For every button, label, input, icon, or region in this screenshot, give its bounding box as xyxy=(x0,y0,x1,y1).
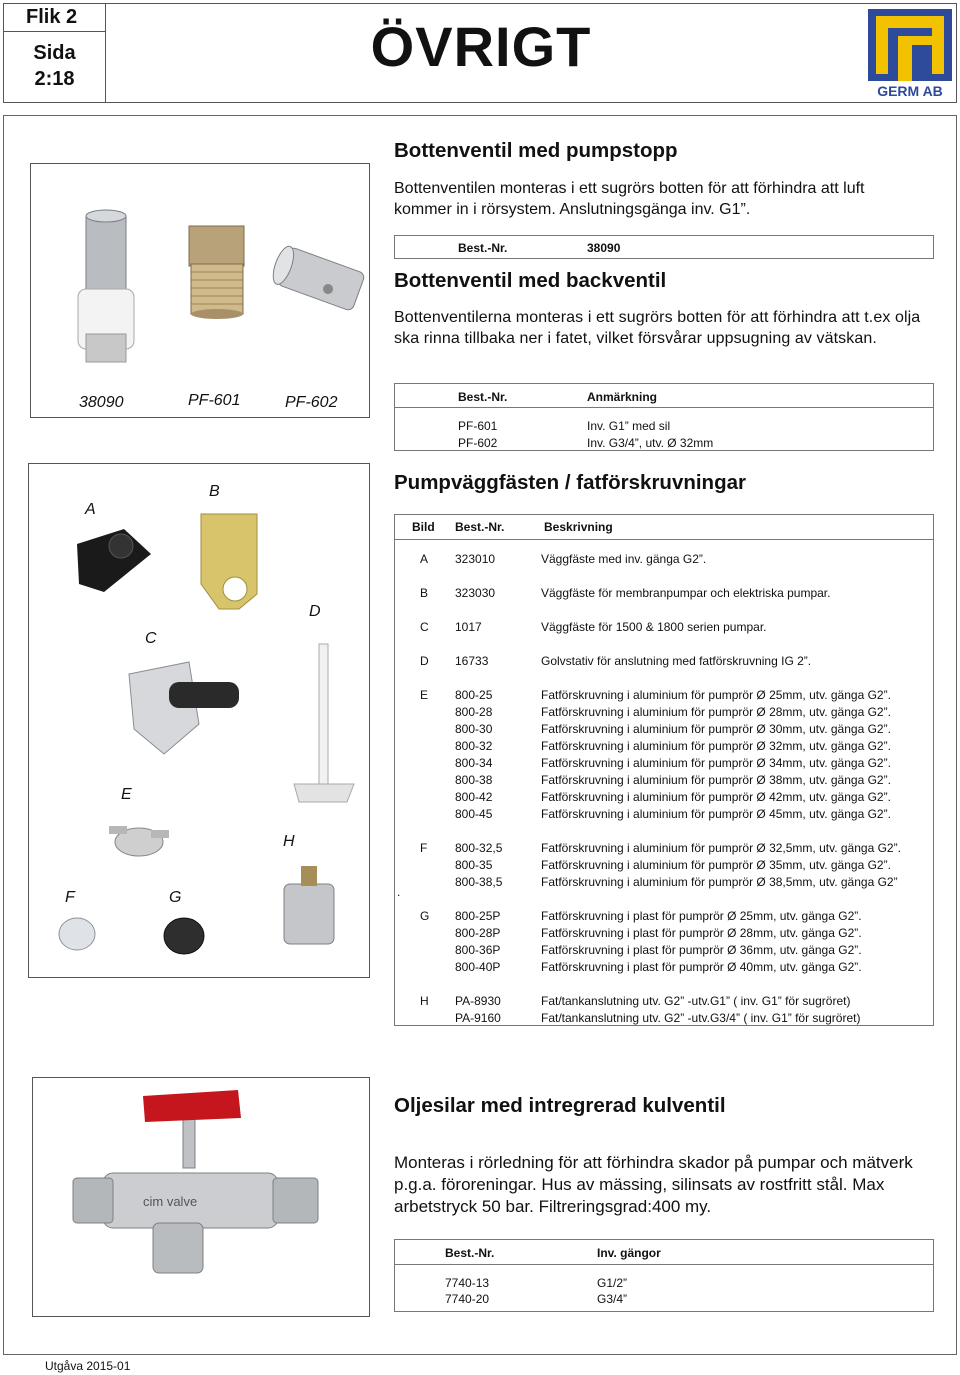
section4-header-gangor: Inv. gängor xyxy=(597,1246,661,1260)
filter-valve-image-panel xyxy=(32,1077,370,1317)
row-nr: 1017 xyxy=(455,620,482,634)
section2-table xyxy=(394,383,934,451)
page-header xyxy=(3,3,957,103)
row-desc: Fatförskruvning i aluminium för pumprör Ø 45mm, utv. gänga G2”. xyxy=(541,807,891,821)
table-row: PF-601 xyxy=(458,419,498,433)
section3-header-bild: Bild xyxy=(412,520,435,534)
row-desc: Fatförskruvning i aluminium för pumprör Ø 30mm, utv. gänga G2”. xyxy=(541,722,891,736)
germ-logo xyxy=(868,9,952,99)
image-letter-f: F xyxy=(65,889,75,906)
stray-dot: . xyxy=(397,885,401,899)
row-desc: Fatförskruvning i aluminium för pumprör Ø 42mm, utv. gänga G2”. xyxy=(541,790,891,804)
row-desc: Väggfäste med inv. gänga G2”. xyxy=(541,552,707,566)
image-letter-b: B xyxy=(209,483,220,500)
row-desc: Fatförskruvning i aluminium för pumprör Ø 25mm, utv. gänga G2”. xyxy=(541,688,891,702)
row-desc: Fatförskruvning i aluminium för pumprör Ø 32mm, utv. gänga G2”. xyxy=(541,739,891,753)
section1-body: Bottenventilen monteras i ett sugrörs botten för att förhindra att luft kommer in i rörsystem. Anslutningsgänga inv. G1”. xyxy=(394,180,865,218)
row-nr: 800-45 xyxy=(455,807,493,821)
section3-header-nr: Best.-Nr. xyxy=(455,520,505,534)
row-nr: 800-36P xyxy=(455,943,501,957)
row-nr: 800-28P xyxy=(455,926,501,940)
section2-body: Bottenventilerna monteras i ett sugrörs botten för att förhindra att t.ex olja ska rinna tillbaka ner i fatet, vilket försvårar uppsugning av vätskan. xyxy=(394,309,921,347)
row-desc: Väggfäste för 1500 & 1800 serien pumpar. xyxy=(541,620,767,634)
sida-text: Sida xyxy=(33,42,76,64)
image-letter-d: D xyxy=(309,603,321,620)
row-desc: Fatförskruvning i aluminium för pumprör Ø 38mm, utv. gänga G2”. xyxy=(541,773,891,787)
row-bild: H xyxy=(420,994,429,1008)
row-desc: Fat/tankanslutning utv. G2” -utv.G1” ( inv. G1” för sugröret) xyxy=(541,994,851,1008)
bracket-image-panel xyxy=(28,463,370,978)
row-nr: PA-9160 xyxy=(455,1011,501,1025)
row-desc: Fatförskruvning i plast för pumprör Ø 40mm, utv. gänga G2”. xyxy=(541,960,862,974)
table-row: 7740-20 xyxy=(445,1292,490,1306)
row-desc: Fatförskruvning i aluminium för pumprör Ø 28mm, utv. gänga G2”. xyxy=(541,705,891,719)
row-desc: Fatförskruvning i aluminium för pumprör Ø 34mm, utv. gänga G2”. xyxy=(541,756,891,770)
row-bild: B xyxy=(420,586,429,600)
section1-value: 38090 xyxy=(587,241,621,255)
image-label-pf601: PF-601 xyxy=(188,392,241,409)
row-desc: Fatförskruvning i plast för pumprör Ø 28mm, utv. gänga G2”. xyxy=(541,926,862,940)
row-nr: 800-38,5 xyxy=(455,875,503,889)
row-bild: C xyxy=(420,620,429,634)
image-label-38090: 38090 xyxy=(79,394,124,411)
row-desc: Fatförskruvning i plast för pumprör Ø 36mm, utv. gänga G2”. xyxy=(541,943,862,957)
row-nr: 800-34 xyxy=(455,756,493,770)
row-bild: G xyxy=(420,909,430,923)
page-title: ÖVRIGT xyxy=(370,15,592,78)
valve-image-panel xyxy=(30,163,370,418)
row-desc: Fatförskruvning i plast för pumprör Ø 25mm, utv. gänga G2”. xyxy=(541,909,862,923)
valve-marking: cim valve xyxy=(143,1194,198,1209)
row-bild: A xyxy=(420,552,429,566)
flik-label: Flik 2 xyxy=(4,4,105,32)
section2-header-anm: Anmärkning xyxy=(587,390,658,404)
image-letter-e: E xyxy=(121,786,132,803)
section2-title: Bottenventil med backventil xyxy=(394,269,667,292)
bracket-illustrations xyxy=(29,464,369,977)
row-desc: Golvstativ för anslutning med fatförskruvning IG 2”. xyxy=(541,654,812,668)
header-tab-cell xyxy=(4,4,106,102)
image-letter-g: G xyxy=(169,889,182,906)
table-row: 7740-13 xyxy=(445,1276,490,1290)
sida-number: 2:18 xyxy=(34,68,75,90)
row-nr: 323010 xyxy=(455,552,496,566)
section4-table xyxy=(394,1239,934,1312)
section3-table xyxy=(394,514,934,1026)
table-row: PF-602 xyxy=(458,436,498,450)
image-label-pf602: PF-602 xyxy=(285,394,338,411)
row-nr: PA-8930 xyxy=(455,994,501,1008)
row-nr: 800-38 xyxy=(455,773,493,787)
section3-title: Pumpväggfästen / fatförskruvningar xyxy=(394,471,746,494)
row-bild: E xyxy=(420,688,429,702)
row-desc: Fatförskruvning i aluminium för pumprör Ø 38,5mm, utv. gänga G2” xyxy=(541,875,898,889)
valve-illustrations xyxy=(31,164,369,417)
row-nr: 800-35 xyxy=(455,858,493,872)
edition-footer: Utgåva 2015-01 xyxy=(45,1359,131,1373)
section4-title: Oljesilar med intregrerad kulventil xyxy=(394,1094,726,1117)
row-nr: 800-40P xyxy=(455,960,501,974)
row-nr: 800-32 xyxy=(455,739,493,753)
row-desc: Fatförskruvning i aluminium för pumprör Ø 35mm, utv. gänga G2”. xyxy=(541,858,891,872)
image-letter-c: C xyxy=(145,630,157,647)
section1-col-header: Best.-Nr. xyxy=(458,241,508,255)
row-desc: Väggfäste för membranpumpar och elektriska pumpar. xyxy=(541,586,831,600)
table-cell: G1/2” xyxy=(597,1276,628,1290)
row-nr: 16733 xyxy=(455,654,489,668)
row-nr: 800-42 xyxy=(455,790,493,804)
table-cell: Inv. G1” med sil xyxy=(587,419,671,433)
sida-label xyxy=(4,40,105,92)
row-nr: 800-28 xyxy=(455,705,493,719)
section2-header-nr: Best.-Nr. xyxy=(458,390,508,404)
row-nr: 323030 xyxy=(455,586,496,600)
section3-header-desc: Beskrivning xyxy=(544,520,613,534)
section1-table xyxy=(394,235,934,259)
row-nr: 800-25P xyxy=(455,909,501,923)
section4-body: Monteras i rörledning för att förhindra skador på pumpar och mätverk p.g.a. föroreningar. Hus av mässing, silinsats av rostfritt stål. Max arbetstryck 50 bar. Filtreringsgrad:400 my. xyxy=(394,1153,913,1216)
table-cell: Inv. G3/4”, utv. Ø 32mm xyxy=(587,436,714,450)
row-nr: 800-25 xyxy=(455,688,493,702)
row-bild: F xyxy=(420,841,428,855)
image-letter-a: A xyxy=(85,501,96,518)
row-nr: 800-32,5 xyxy=(455,841,503,855)
table-cell: G3/4” xyxy=(597,1292,628,1306)
row-bild: D xyxy=(420,654,429,668)
row-nr: 800-30 xyxy=(455,722,493,736)
logo-text: GERM AB xyxy=(877,83,943,99)
image-letter-h: H xyxy=(283,833,295,850)
section1-title: Bottenventil med pumpstopp xyxy=(394,139,678,162)
row-desc: Fat/tankanslutning utv. G2” -utv.G3/4” ( inv. G1” för sugröret) xyxy=(541,1011,861,1025)
section4-header-nr: Best.-Nr. xyxy=(445,1246,495,1260)
filter-valve-illustration xyxy=(33,1078,369,1316)
row-desc: Fatförskruvning i aluminium för pumprör Ø 32,5mm, utv. gänga G2”. xyxy=(541,841,901,855)
